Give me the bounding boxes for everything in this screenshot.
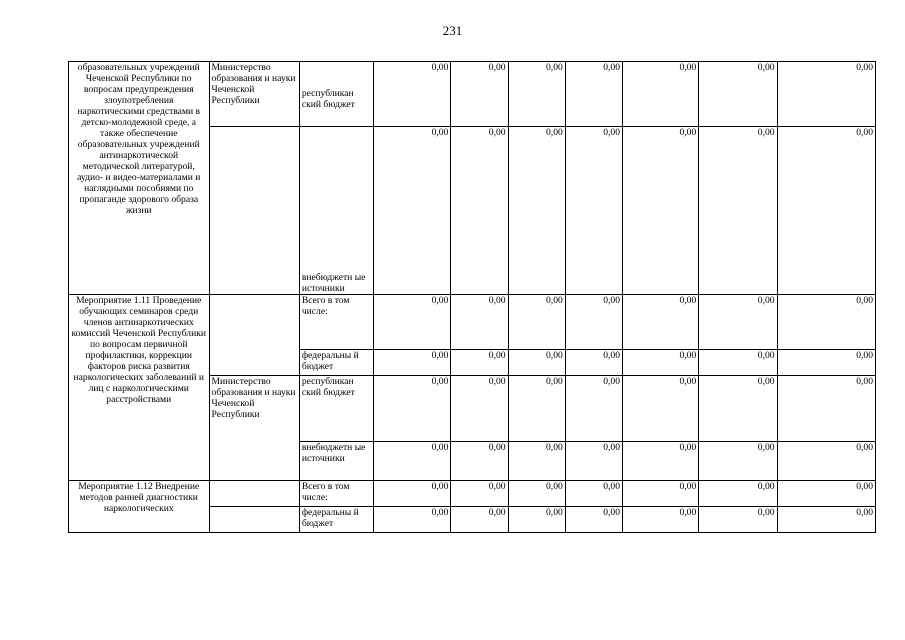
source-cell: внебюджетн ые источники bbox=[299, 442, 373, 481]
value-cell: 0,00 bbox=[451, 376, 508, 442]
value-cell: 0,00 bbox=[508, 507, 565, 533]
value-cell: 0,00 bbox=[623, 507, 699, 533]
value-cell: 0,00 bbox=[508, 62, 565, 127]
measure-cell: Мероприятие 1.11 Проведение обучающих семинаров среди членов антинаркотических комиссий Чеченской Республики по вопросам первичной профилактики, коррекции факторов риска развития наркологических заболеваний и лиц с наркологическими расстройствами bbox=[69, 295, 210, 481]
value-cell: 0,00 bbox=[777, 62, 875, 127]
value-cell: 0,00 bbox=[565, 62, 622, 127]
source-cell: внебюджетн ые источники bbox=[299, 127, 373, 295]
value-cell: 0,00 bbox=[508, 481, 565, 507]
value-cell: 0,00 bbox=[451, 507, 508, 533]
executor-cell bbox=[209, 127, 299, 295]
value-cell: 0,00 bbox=[699, 376, 777, 442]
budget-table bbox=[68, 61, 876, 533]
value-cell: 0,00 bbox=[565, 507, 622, 533]
value-cell: 0,00 bbox=[374, 442, 451, 481]
page-number: 231 bbox=[442, 23, 463, 38]
value-cell: 0,00 bbox=[451, 481, 508, 507]
value-cell: 0,00 bbox=[699, 127, 777, 295]
value-cell: 0,00 bbox=[777, 295, 875, 350]
value-cell: 0,00 bbox=[565, 442, 622, 481]
executor-cell: Министерство образования и науки Чеченской Республики bbox=[209, 62, 299, 127]
table-row bbox=[69, 62, 876, 127]
value-cell: 0,00 bbox=[699, 350, 777, 376]
value-cell: 0,00 bbox=[508, 376, 565, 442]
value-cell: 0,00 bbox=[374, 507, 451, 533]
value-cell: 0,00 bbox=[777, 442, 875, 481]
value-cell: 0,00 bbox=[374, 350, 451, 376]
value-cell: 0,00 bbox=[565, 127, 622, 295]
executor-cell bbox=[209, 295, 299, 376]
executor-cell bbox=[209, 507, 299, 533]
value-cell: 0,00 bbox=[565, 295, 622, 350]
value-cell: 0,00 bbox=[623, 376, 699, 442]
value-cell: 0,00 bbox=[777, 376, 875, 442]
table-row bbox=[69, 295, 876, 350]
value-cell: 0,00 bbox=[699, 62, 777, 127]
value-cell: 0,00 bbox=[623, 350, 699, 376]
value-cell: 0,00 bbox=[565, 481, 622, 507]
value-cell: 0,00 bbox=[374, 62, 451, 127]
source-cell: федеральны й бюджет bbox=[299, 507, 373, 533]
value-cell: 0,00 bbox=[623, 127, 699, 295]
source-cell: республикан ский бюджет bbox=[299, 376, 373, 442]
value-cell: 0,00 bbox=[451, 442, 508, 481]
measure-cell: Мероприятие 1.12 Внедрение методов ранней диагностики наркологических bbox=[69, 481, 210, 533]
value-cell: 0,00 bbox=[508, 295, 565, 350]
value-cell: 0,00 bbox=[451, 350, 508, 376]
source-cell: республикан ский бюджет bbox=[299, 62, 373, 127]
value-cell: 0,00 bbox=[451, 127, 508, 295]
value-cell: 0,00 bbox=[777, 127, 875, 295]
table-row bbox=[69, 481, 876, 507]
value-cell: 0,00 bbox=[699, 507, 777, 533]
value-cell: 0,00 bbox=[623, 442, 699, 481]
value-cell: 0,00 bbox=[565, 350, 622, 376]
value-cell: 0,00 bbox=[699, 295, 777, 350]
value-cell: 0,00 bbox=[777, 481, 875, 507]
value-cell: 0,00 bbox=[777, 350, 875, 376]
value-cell: 0,00 bbox=[699, 442, 777, 481]
value-cell: 0,00 bbox=[508, 442, 565, 481]
value-cell: 0,00 bbox=[451, 295, 508, 350]
value-cell: 0,00 bbox=[374, 295, 451, 350]
measure-cell: образовательных учреждений Чеченской Республики по вопросам предупреждения злоупотребления наркотическими средствами в детско-молодежной среде, а также обеспечение образовательных учреждений антинаркотической методической литературой, аудио- и видео-материалами и наглядными пособиями по пропаганде здорового образа жизни bbox=[69, 62, 210, 295]
value-cell: 0,00 bbox=[451, 62, 508, 127]
executor-cell bbox=[209, 481, 299, 507]
source-cell: Всего в том числе: bbox=[299, 295, 373, 350]
value-cell: 0,00 bbox=[623, 481, 699, 507]
source-cell: федеральны й бюджет bbox=[299, 350, 373, 376]
value-cell: 0,00 bbox=[699, 481, 777, 507]
source-cell: Всего в том числе: bbox=[299, 481, 373, 507]
value-cell: 0,00 bbox=[508, 127, 565, 295]
value-cell: 0,00 bbox=[565, 376, 622, 442]
executor-cell: Министерство образования и науки Чеченской Республики bbox=[209, 376, 299, 481]
value-cell: 0,00 bbox=[374, 481, 451, 507]
value-cell: 0,00 bbox=[508, 350, 565, 376]
value-cell: 0,00 bbox=[623, 62, 699, 127]
value-cell: 0,00 bbox=[374, 376, 451, 442]
value-cell: 0,00 bbox=[777, 507, 875, 533]
value-cell: 0,00 bbox=[374, 127, 451, 295]
value-cell: 0,00 bbox=[623, 295, 699, 350]
